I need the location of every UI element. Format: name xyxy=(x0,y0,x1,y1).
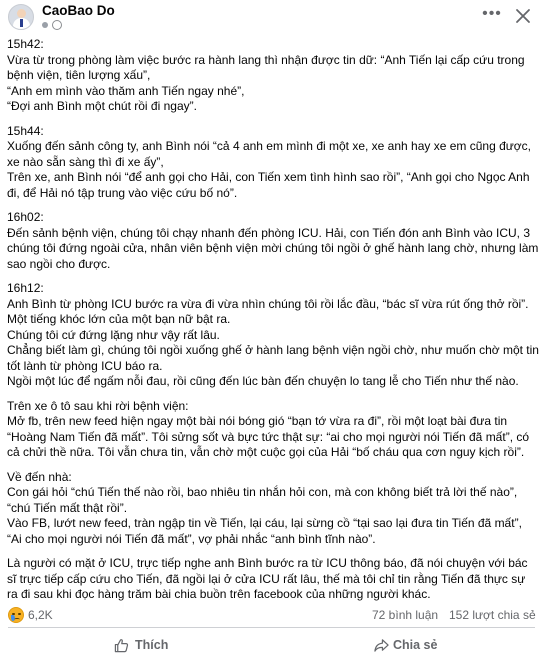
post-header xyxy=(0,0,543,34)
paragraph-16h02: 16h02: Đến sảnh bệnh viện, chúng tôi chạy nhanh đến phòng ICU. Hải, con Tiến đón anh Bình vào ICU, 3 chúng tôi đứng ngoài cửa, nhân viên bệnh viện mời chúng tôi ngồi ở ghế hành lang chờ, nhưng làm sao ngồi cho được. xyxy=(7,210,539,271)
reaction-count[interactable]: 6,2K xyxy=(28,608,53,622)
action-bar xyxy=(0,629,543,662)
comments-count[interactable]: 72 bình luận xyxy=(372,608,439,622)
close-button[interactable] xyxy=(511,4,535,28)
sad-reaction-icon[interactable] xyxy=(8,607,24,623)
share-label: Chia sẻ xyxy=(393,638,438,652)
timestamp-placeholder xyxy=(42,22,48,28)
author-name[interactable]: CaoBao Do xyxy=(42,3,115,18)
more-options-button[interactable]: ••• xyxy=(482,5,502,22)
paragraph-15h44: 15h44: Xuống đến sảnh công ty, anh Bình nói “cả 4 anh em mình đi một xe, xe anh hay xe em cũng được, xe nào sẵn sàng thì đi xe ấy”, Trên xe, anh Bình nói “để anh gọi cho Hải, con Tiến xem tình hình sao rồi”, “Anh gọi cho Ngọc Anh đi, để Hải nó tập trung vào việc cứu bố nó”. xyxy=(7,123,531,200)
globe-icon xyxy=(52,20,62,30)
paragraph-conclusion: Là người có mặt ở ICU, trực tiếp nghe anh Bình bước ra từ ICU thông báo, đã nói chuyện với bác sĩ trực tiếp cấp cứu cho Tiến, đã ngồi lại ở cửa ICU rất lâu, thế mà tôi chỉ tin rằng Tiến đã thực sự ra đi sau khi đọc hàng trăm bài chia buồn trên facebook của những người khác. xyxy=(7,556,528,601)
post-text xyxy=(7,37,539,612)
reactions-row xyxy=(0,604,543,626)
like-label: Thích xyxy=(135,638,169,652)
close-icon xyxy=(511,4,535,28)
post-meta xyxy=(42,20,82,30)
paragraph-16h12: 16h12: Anh Bình từ phòng ICU bước ra vừa đi vừa nhìn chúng tôi rồi lắc đầu, “bác sĩ vừa rút ống thở rồi”. Một tiếng khóc lớn của một bạn nữ bật ra. Chúng tôi cứ đứng lặng như vậy rất lâu. Chẳng biết làm gì, chúng tôi ngồi xuống ghế ở hành lang bệnh viện ngồi chờ, như muốn chờ một tin tốt lành từ phòng ICU báo ra. Ngồi một lúc để ngấm nỗi đau, rồi cũng đến lúc bàn đến chuyện lo tang lễ cho Tiến như thế nào. xyxy=(7,281,539,388)
share-icon xyxy=(374,638,389,653)
divider xyxy=(8,627,535,628)
paragraph-car: Trên xe ô tô sau khi rời bệnh viện: Mở fb, trên new feed hiện ngay một bài nói bóng gió “bạn tớ vừa ra đi”, rồi một loạt bài đưa tin “Hoàng Nam Tiến đã mất”. Tôi sửng sốt và bực tức thật sự: “ai cho mọi người nói Tiến đã mất”, có cả chửi thề nữa. Tôi vẫn chưa tin, vẫn chờ một cuộc gọi của Hải “bố cháu qua cơn nguy kịch rồi”. xyxy=(7,398,530,459)
shares-count[interactable]: 152 lượt chia sẻ xyxy=(449,608,536,622)
author-avatar[interactable] xyxy=(8,4,34,30)
share-button[interactable] xyxy=(272,629,534,662)
paragraph-15h42: 15h42: Vừa từ trong phòng làm việc bước ra hành lang thì nhận được tin dữ: “Anh Tiến lại cấp cứu trong bệnh viện, tiên lượng xấu”, “Anh em mình vào thăm anh Tiến ngay nhé”, “Đợi anh Bình một chút rồi đi ngay”. xyxy=(7,37,525,113)
like-button[interactable] xyxy=(8,629,270,662)
paragraph-home: Về đến nhà: Con gái hỏi “chú Tiến thế nào rồi, bao nhiêu tin nhắn hỏi con, mà con không biết trả lời thế nào”, “chú Tiến mất thật rồi”. Vào FB, lướt new feed, tràn ngập tin về Tiến, lại cáu, lại sừng cồ “tại sao lại đưa tin Tiến đã mất”, “Ai cho mọi người nói Tiến đã mất”, vợ phải nhắc “anh bình tĩnh nào”. xyxy=(7,469,522,546)
thumbs-up-icon xyxy=(114,638,129,653)
